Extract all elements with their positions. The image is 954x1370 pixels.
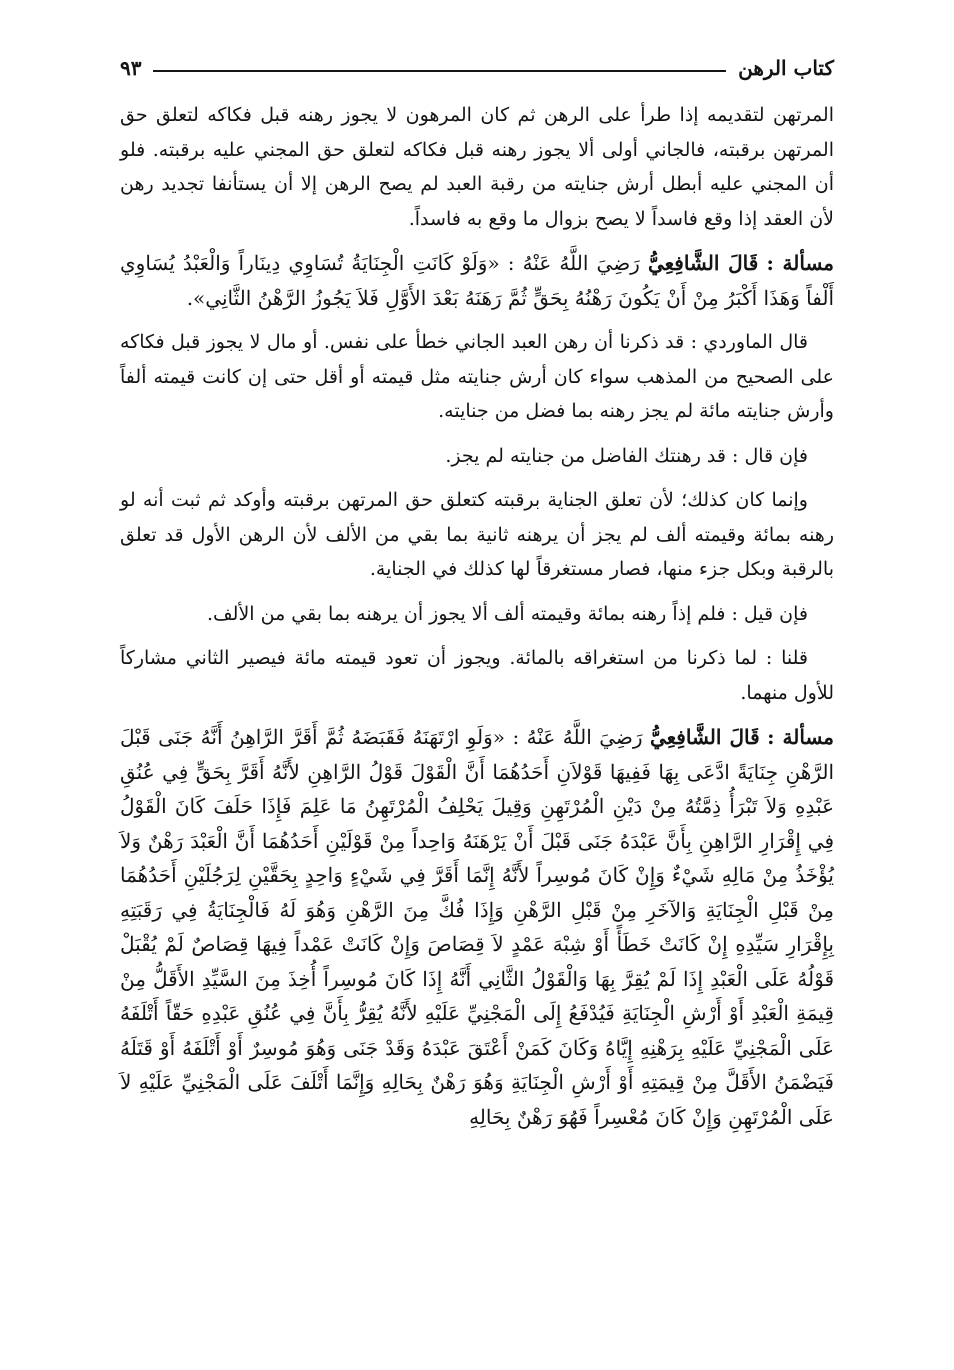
explanation-paragraph: وإنما كان كذلك؛ لأن تعلق الجناية برقبته كتعلق حق المرتهن برقبته وأوكد ثم ثبت أنه لو رهنه بمائة وقيمته ألف لم يجز أن يرهنه ثانية بما بقي من الألف لأن الرهن الأول قد تعلق بالرقبة وبكل جزء منها، فصار مستغرقاً لها كذلك في الجناية. <box>120 489 834 580</box>
mawardi-commentary: قال الماوردي : قد ذكرنا أن رهن العبد الجاني خطأ على نفس. أو مال لا يجوز قبل فكاكه على الصحيح من المذهب سواء كان أرش جنايته مثل قيمته أو أقل حتى إن كانت قيمته ألفاً وأرش جنايته مائة لم يجز رهنه بما فضل من جنايته. <box>120 331 834 422</box>
header-rule <box>153 70 726 72</box>
masala-text: رَضِيَ اللَّهُ عَنْهُ : «وَلَوْ كَانَتِ الْجِنَايَةُ تُسَاوِي دِينَاراً وَالْعَبْدُ يُسَاوِي أَلْفاً وَهَذَا أَكْبَرُ مِنْ أَنْ يَكُونَ رَهْنُهُ بِحَقٍّ ثُمَّ رَهَنَهُ بَعْدَ الأَوَّلِ فَلاَ يَجُوزُ الرَّهْنُ الثَّانِي». <box>120 251 834 310</box>
masala-label: مسألة : <box>766 251 834 275</box>
page-number: ٩٣ <box>120 56 142 80</box>
objection-paragraph: فإن قال : قد رهنتك الفاضل من جنايته لم يجز. <box>445 444 808 467</box>
page-body <box>120 98 834 1134</box>
book-title: كتاب الرهن <box>738 56 834 80</box>
masala-paragraph-2 <box>120 720 834 1134</box>
masala-text-2: رَضِيَ اللَّهُ عَنْهُ : «وَلَوِ ارْتَهَنَهُ فَقَبَضَهُ ثُمَّ أَقَرَّ الرَّاهِنُ أَنَّهُ جَنَى قَبْلَ الرَّهْنِ جِنَايَةً ادَّعَى بِهَا فَفِيهَا قَوْلاَنِ أَحَدُهُمَا أَنَّ الْقَوْلَ قَوْلُ الرَّاهِنِ لأَنَّهُ أَقَرَّ بِحَقٍّ فِي عُنُقِ عَبْدِهِ وَلاَ تَبْرَأُ ذِمَّتُهُ مِنْ دَيْنِ الْمُرْتَهِنِ وَقِيلَ يَحْلِفُ الْمُرْتَهِنُ مَا عَلِمَ فَإِذَا حَلَفَ كَانَ الْقَوْلُ فِي إِقْرَارِ الرَّاهِنِ بِأَنَّ عَبْدَهُ جَنَى قَبْلَ أَنْ يَرْهَنَهُ وَاحِداً مِنْ قَوْلَيْنِ أَحَدُهُمَا أَنَّ الْعَبْدَ رَهْنٌ وَلاَ يُؤْخَذُ مِنْ مَالِهِ شَيْءٌ وَإِنْ كَانَ مُوسِراً لأَنَّهُ إِنَّمَا أَقَرَّ فِي شَيْءٍ وَاحِدٍ بِحَقَّيْنِ لِرَجُلَيْنِ أَحَدُهُمَا مِنْ قَبْلِ الْجِنَايَةِ وَالآخَرِ مِنْ قَبْلِ الرَّهْنِ وَإِذَا فُكَّ مِنَ الرَّهْنِ وَهُوَ لَهُ فَالْجِنَايَةُ فِي رَقَبَتِهِ بِإِقْرَارِ سَيِّدِهِ إِنْ كَانَتْ خَطَأً أَوْ شِبْهَ عَمْدٍ لاَ قِصَاصَ وَإِنْ كَانَتْ عَمْداً فِيهَا قِصَاصٌ لَمْ يُقْبَلْ قَوْلُهُ عَلَى الْعَبْدِ إِذَا لَمْ يُقِرَّ بِهَا وَالْقَوْلُ الثَّانِي أَنَّهُ إِذَا كَانَ مُوسِراً أُخِذَ مِنَ السَّيِّدِ الأَقَلُّ مِنْ قِيمَةِ الْعَبْدِ أَوْ أَرْشِ الْجِنَايَةِ فَيُدْفَعُ إِلَى الْمَجْنِيِّ عَلَيْهِ لأَنَّهُ يُقِرُّ بِأَنَّ فِي عُنُقِ عَبْدِهِ حَقّاً أَتْلَفَهُ عَلَى الْمَجْنِيِّ عَلَيْهِ بِرَهْنِهِ إِيَّاهُ وَكَانَ كَمَنْ أَعْتَقَ عَبْدَهُ وَقَدْ جَنَى وَهُوَ مُوسِرٌ أَوْ أَتْلَفَهُ أَوْ قَتَلَهُ فَيَضْمَنُ الأَقَلَّ مِنْ قِيمَتِهِ أَوْ أَرْشِ الْجِنَايَةِ وَهُوَ رَهْنٌ بِحَالِهِ وَإِنَّمَا أَتْلَفَ عَلَى الْمَجْنِيِّ عَلَيْهِ لاَ عَلَى الْمُرْتَهِنِ وَإِنْ كَانَ مُعْسِراً فَهُوَ رَهْنٌ بِحَالِهِ <box>120 725 835 1129</box>
paragraph-continuation: المرتهن لتقديمه إذا طرأ على الرهن ثم كان المرهون لا يجوز رهنه قبل فكاكه لتعلق حق المرتهن برقبته، فالجاني أولى ألا يجوز رهنه قبل فكاكه لتعلق حق المجني عليه برقبته. فلو أن المجني عليه أبطل أرش جنايته من رقبة العبد لم يصح الرهن إلا أن يستأنفا تجديد رهن لأن العقد إذا وقع فاسداً لا يصح بزوال ما وقع به فاسداً. <box>120 104 834 230</box>
running-header <box>120 52 834 80</box>
question-paragraph: فإن قيل : فلم إذاً رهنه بمائة وقيمته ألف ألا يجوز أن يرهنه بما بقي من الألف. <box>206 602 808 625</box>
answer-paragraph: قلنا : لما ذكرنا من استغراقه بالمائة. ويجوز أن تعود قيمته مائة فيصير الثاني مشاركاً للأول منهما. <box>120 647 834 704</box>
masala-label-2: مسألة : <box>767 725 834 749</box>
speaker-name-2: قَالَ الشَّافِعِيُّ <box>649 725 760 749</box>
speaker-name: قَالَ الشَّافِعِيُّ <box>647 251 759 275</box>
masala-paragraph <box>120 246 834 315</box>
